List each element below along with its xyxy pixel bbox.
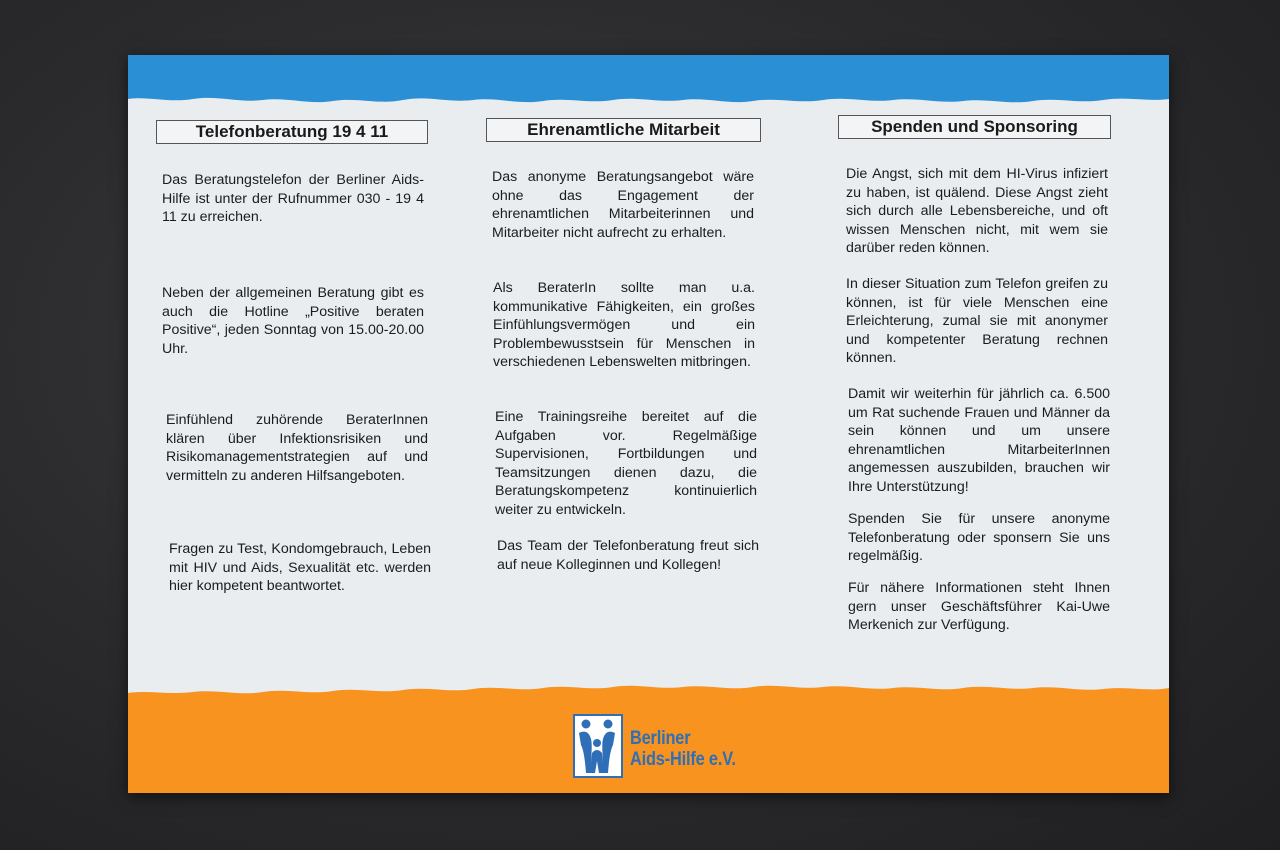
paragraph: Einfühlend zuhörende BeraterInnen klären über Infektionsrisiken und Risikomanagementstrategien auf und vermitteln zu anderen Hilfsangeboten. [166, 412, 428, 484]
paragraph: Spenden Sie für unsere anonyme Telefonberatung oder sponsern Sie uns regelmäßig. [848, 511, 1110, 565]
paragraph: In dieser Situation zum Telefon greifen zu können, ist für viele Menschen eine Erleichterung, zumal sie mit anonymer und kompetenter Beratung rechnen können. [846, 276, 1108, 367]
paragraph: Damit wir weiterhin für jährlich ca. 6.500 um Rat suchende Frauen und Männer da sein können und um unsere ehrenamtlichen MitarbeiterInnen angemessen auszubilden, brauchen wir Ihre Unterstützung! [848, 386, 1110, 495]
paragraph: Das anonyme Beratungsangebot wäre ohne das Engagement der ehrenamtlichen Mitarbeiterinnen und Mitarbeiter nicht aufrecht zu erhalten. [492, 169, 754, 241]
paragraph: Für nähere Informationen steht Ihnen gern unser Geschäftsführer Kai-Uwe Merkenich zur Verfügung. [848, 580, 1110, 634]
top-blue-band [128, 55, 1169, 102]
paragraph: Das Beratungstelefon der Berliner Aids-Hilfe ist unter der Rufnummer 030 - 19 4 11 zu erreichen. [162, 172, 424, 226]
paragraph: Als BeraterIn sollte man u.a. kommunikative Fähigkeiten, ein großes Einfühlungsvermögen und ein Problembewusstsein für Menschen in verschiedenen Lebenswelten mitbringen. [493, 280, 755, 371]
column-heading: Ehrenamtliche Mitarbeit [486, 118, 761, 142]
flyer [128, 55, 1169, 793]
logo-line-1: Berliner [630, 728, 691, 749]
people-figures-icon [573, 713, 625, 779]
paragraph: Neben der allgemeinen Beratung gibt es auch die Hotline „Positive beraten Positive“, jeden Sonntag von 15.00-20.00 Uhr. [162, 285, 424, 357]
paragraph: Die Angst, sich mit dem HI-Virus infiziert zu haben, ist quälend. Diese Angst zieht sich durch alle Lebensbereiche, und oft wissen Menschen nicht, mit wem sie darüber reden können. [846, 166, 1108, 257]
logo-line-2: Aids-Hilfe e.V. [630, 749, 736, 770]
paragraph: Eine Trainingsreihe bereitet auf die Aufgaben vor. Regelmäßige Supervisionen, Fortbildungen und Teamsitzungen dienen dazu, die Beratungskompetenz kontinuierlich weiter zu entwickeln. [495, 409, 757, 518]
paragraph: Das Team der Telefonberatung freut sich auf neue Kolleginnen und Kollegen! [497, 538, 759, 573]
paragraph: Fragen zu Test, Kondomgebrauch, Leben mit HIV und Aids, Sexualität etc. werden hier kompetent beantwortet. [169, 541, 431, 595]
logo-wordmark [630, 728, 736, 770]
column-heading: Spenden und Sponsoring [838, 115, 1111, 139]
column-heading: Telefonberatung 19 4 11 [156, 120, 428, 144]
berliner-aids-hilfe-logo [573, 713, 753, 781]
